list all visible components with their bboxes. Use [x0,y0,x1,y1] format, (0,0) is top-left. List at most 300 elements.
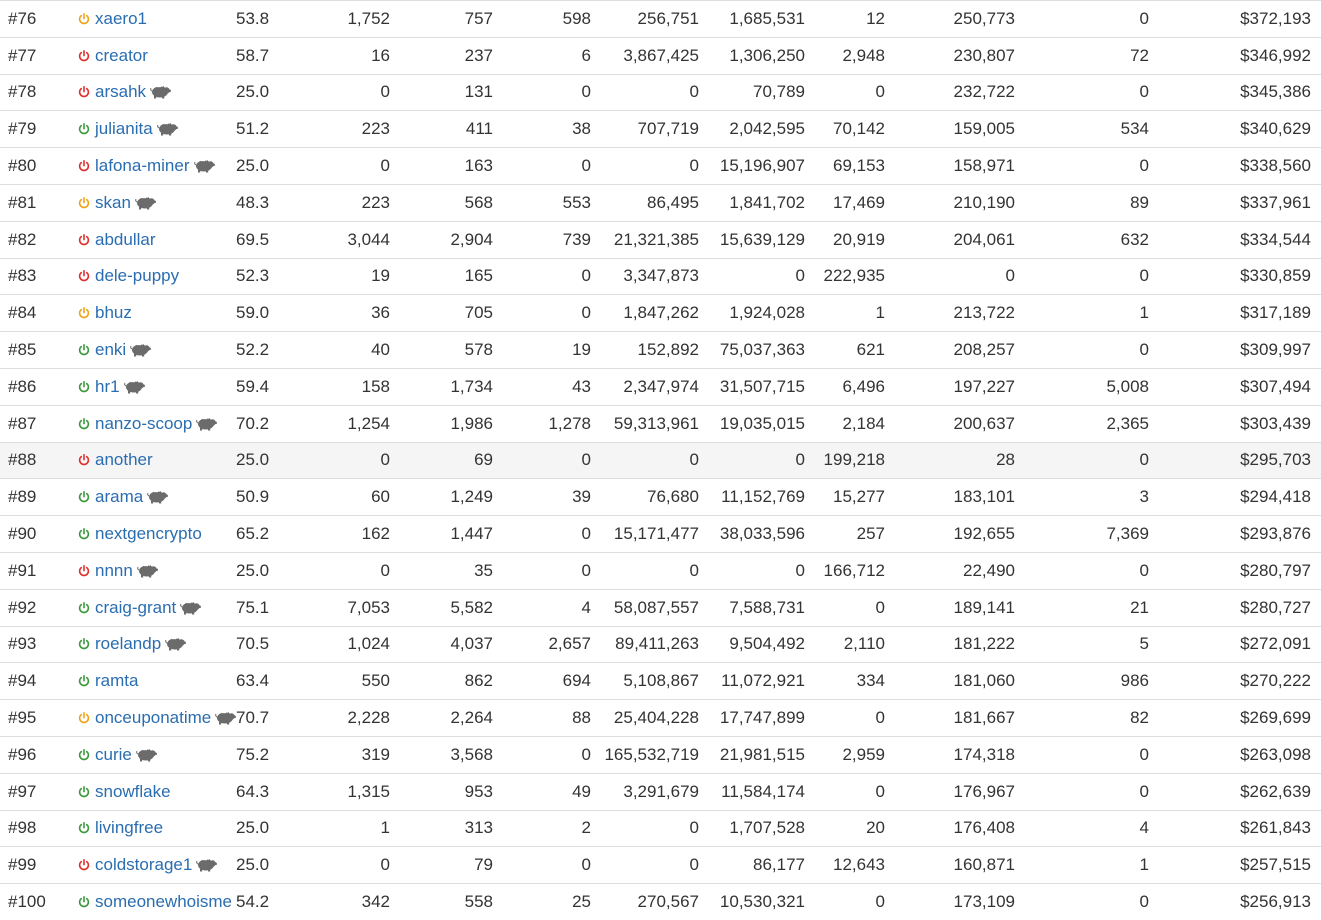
value-cell-c6: 0 [809,74,889,111]
value-cell-c7: 159,005 [889,111,1019,148]
username-link[interactable]: abdullar [95,230,156,249]
rank-cell: #82 [0,221,74,258]
table-row [0,184,1321,221]
value-cell-c5: 9,504,492 [703,626,809,663]
value-cell-c9: $263,098 [1153,736,1321,773]
value-cell-c9: $317,189 [1153,295,1321,332]
user-cell [74,221,232,258]
reputation-cell: 53.8 [232,1,288,38]
table-row [0,552,1321,589]
value-cell-c1: 2,228 [288,700,394,737]
value-cell-c6: 199,218 [809,442,889,479]
value-cell-c1: 3,044 [288,221,394,258]
value-cell-c5: 1,685,531 [703,1,809,38]
reputation-cell: 50.9 [232,479,288,516]
username-link[interactable]: enki [95,340,126,359]
value-cell-c6: 166,712 [809,552,889,589]
value-cell-c6: 12,643 [809,847,889,884]
username-link[interactable]: ramta [95,671,138,690]
value-cell-c1: 158 [288,368,394,405]
value-cell-c9: $346,992 [1153,37,1321,74]
value-cell-c3: 0 [497,258,595,295]
piggy-bank-icon [164,635,186,651]
value-cell-c7: 181,667 [889,700,1019,737]
piggy-bank-icon [195,415,217,431]
value-cell-c9: $262,639 [1153,773,1321,810]
value-cell-c5: 11,072,921 [703,663,809,700]
piggy-bank-icon [135,746,157,762]
value-cell-c4: 0 [595,810,703,847]
value-cell-c5: 11,584,174 [703,773,809,810]
value-cell-c8: 0 [1019,332,1153,369]
value-cell-c7: 189,141 [889,589,1019,626]
user-cell [74,847,232,884]
value-cell-c7: 230,807 [889,37,1019,74]
value-cell-c9: $280,797 [1153,552,1321,589]
value-cell-c3: 0 [497,148,595,185]
user-cell [74,1,232,38]
value-cell-c3: 19 [497,332,595,369]
value-cell-c3: 39 [497,479,595,516]
value-cell-c2: 705 [394,295,497,332]
piggy-bank-icon [195,856,217,872]
value-cell-c3: 4 [497,589,595,626]
value-cell-c8: 4 [1019,810,1153,847]
value-cell-c5: 0 [703,442,809,479]
rank-cell: #90 [0,516,74,553]
value-cell-c2: 757 [394,1,497,38]
value-cell-c8: 986 [1019,663,1153,700]
piggy-bank-icon [136,562,158,578]
value-cell-c4: 15,171,477 [595,516,703,553]
piggy-bank-icon [149,83,171,99]
value-cell-c4: 0 [595,74,703,111]
value-cell-c4: 0 [595,148,703,185]
value-cell-c6: 1 [809,295,889,332]
value-cell-c7: 250,773 [889,1,1019,38]
reputation-cell: 52.2 [232,332,288,369]
value-cell-c3: 0 [497,295,595,332]
value-cell-c1: 0 [288,442,394,479]
value-cell-c5: 7,588,731 [703,589,809,626]
value-cell-c6: 20 [809,810,889,847]
rank-cell: #84 [0,295,74,332]
user-cell [74,700,232,737]
reputation-cell: 69.5 [232,221,288,258]
value-cell-c1: 0 [288,148,394,185]
value-cell-c4: 256,751 [595,1,703,38]
reputation-cell: 25.0 [232,552,288,589]
table-row [0,405,1321,442]
user-cell [74,37,232,74]
username-link[interactable]: xaero1 [95,9,147,28]
username-link[interactable]: creator [95,46,148,65]
power-status-icon [78,712,90,724]
value-cell-c9: $256,913 [1153,884,1321,920]
value-cell-c7: 181,060 [889,663,1019,700]
user-cell [74,258,232,295]
username-link[interactable]: nanzo-scoop [95,414,192,433]
value-cell-c7: 208,257 [889,332,1019,369]
value-cell-c2: 237 [394,37,497,74]
username-link[interactable]: roelandp [95,634,161,653]
value-cell-c6: 2,110 [809,626,889,663]
value-cell-c3: 0 [497,736,595,773]
value-cell-c3: 0 [497,552,595,589]
table-row [0,74,1321,111]
table-row [0,37,1321,74]
value-cell-c9: $293,876 [1153,516,1321,553]
user-cell [74,184,232,221]
value-cell-c8: 5 [1019,626,1153,663]
user-cell [74,773,232,810]
value-cell-c3: 43 [497,368,595,405]
value-cell-c4: 25,404,228 [595,700,703,737]
value-cell-c1: 1,315 [288,773,394,810]
power-status-icon [78,344,90,356]
table-row [0,479,1321,516]
reputation-cell: 70.5 [232,626,288,663]
value-cell-c8: 89 [1019,184,1153,221]
value-cell-c7: 213,722 [889,295,1019,332]
rank-cell: #81 [0,184,74,221]
value-cell-c4: 270,567 [595,884,703,920]
piggy-bank-icon [193,157,215,173]
value-cell-c5: 38,033,596 [703,516,809,553]
value-cell-c6: 15,277 [809,479,889,516]
value-cell-c7: 204,061 [889,221,1019,258]
username-link[interactable]: arama [95,487,143,506]
rank-cell: #83 [0,258,74,295]
value-cell-c7: 0 [889,258,1019,295]
rank-cell: #98 [0,810,74,847]
value-cell-c5: 75,037,363 [703,332,809,369]
table-row [0,368,1321,405]
table-body [0,1,1321,920]
reputation-cell: 75.1 [232,589,288,626]
table-row [0,736,1321,773]
username-link[interactable]: nnnn [95,561,133,580]
piggy-bank-icon [214,709,236,725]
username-link[interactable]: someonewhoisme [95,892,232,911]
value-cell-c6: 257 [809,516,889,553]
username-link[interactable]: curie [95,745,132,764]
username-link[interactable]: coldstorage1 [95,855,192,874]
value-cell-c7: 176,408 [889,810,1019,847]
value-cell-c1: 0 [288,847,394,884]
value-cell-c8: 3 [1019,479,1153,516]
value-cell-c1: 36 [288,295,394,332]
value-cell-c1: 1,254 [288,405,394,442]
value-cell-c2: 35 [394,552,497,589]
value-cell-c1: 19 [288,258,394,295]
value-cell-c1: 1,752 [288,1,394,38]
reputation-cell: 25.0 [232,442,288,479]
power-status-icon [78,675,90,687]
value-cell-c1: 1,024 [288,626,394,663]
value-cell-c4: 0 [595,552,703,589]
value-cell-c6: 2,184 [809,405,889,442]
reputation-cell: 70.7 [232,700,288,737]
piggy-bank-icon [129,341,151,357]
value-cell-c2: 2,904 [394,221,497,258]
power-status-icon [78,307,90,319]
value-cell-c6: 0 [809,589,889,626]
reputation-cell: 25.0 [232,148,288,185]
value-cell-c5: 1,924,028 [703,295,809,332]
value-cell-c9: $372,193 [1153,1,1321,38]
username-link[interactable]: dele-puppy [95,266,179,285]
value-cell-c2: 1,986 [394,405,497,442]
user-cell [74,884,232,920]
user-cell [74,736,232,773]
value-cell-c8: 2,365 [1019,405,1153,442]
value-cell-c2: 411 [394,111,497,148]
value-cell-c1: 223 [288,111,394,148]
value-cell-c8: 0 [1019,442,1153,479]
value-cell-c5: 1,306,250 [703,37,809,74]
value-cell-c8: 1 [1019,847,1153,884]
value-cell-c1: 0 [288,74,394,111]
value-cell-c8: 0 [1019,736,1153,773]
value-cell-c9: $337,961 [1153,184,1321,221]
reputation-cell: 58.7 [232,37,288,74]
value-cell-c4: 3,291,679 [595,773,703,810]
value-cell-c2: 2,264 [394,700,497,737]
value-cell-c6: 334 [809,663,889,700]
username-link[interactable]: bhuz [95,303,132,322]
value-cell-c9: $270,222 [1153,663,1321,700]
username-link[interactable]: craig-grant [95,598,176,617]
value-cell-c1: 342 [288,884,394,920]
username-link[interactable]: arsahk [95,82,146,101]
table-row [0,589,1321,626]
value-cell-c2: 1,447 [394,516,497,553]
value-cell-c4: 86,495 [595,184,703,221]
value-cell-c2: 953 [394,773,497,810]
value-cell-c8: 0 [1019,1,1153,38]
user-cell [74,368,232,405]
value-cell-c4: 89,411,263 [595,626,703,663]
value-cell-c8: 5,008 [1019,368,1153,405]
value-cell-c1: 319 [288,736,394,773]
value-cell-c5: 0 [703,258,809,295]
value-cell-c2: 69 [394,442,497,479]
value-cell-c4: 0 [595,847,703,884]
value-cell-c4: 3,867,425 [595,37,703,74]
value-cell-c6: 70,142 [809,111,889,148]
value-cell-c2: 4,037 [394,626,497,663]
username-link[interactable]: nextgencrypto [95,524,202,543]
user-cell [74,442,232,479]
reputation-cell: 64.3 [232,773,288,810]
table-row [0,847,1321,884]
username-link[interactable]: julianita [95,119,153,138]
value-cell-c7: 210,190 [889,184,1019,221]
rank-cell: #89 [0,479,74,516]
value-cell-c4: 165,532,719 [595,736,703,773]
user-cell [74,810,232,847]
user-cell [74,295,232,332]
value-cell-c7: 22,490 [889,552,1019,589]
table-row [0,773,1321,810]
value-cell-c9: $309,997 [1153,332,1321,369]
value-cell-c9: $280,727 [1153,589,1321,626]
power-status-icon [78,859,90,871]
value-cell-c1: 7,053 [288,589,394,626]
value-cell-c2: 578 [394,332,497,369]
user-cell [74,626,232,663]
rank-cell: #92 [0,589,74,626]
value-cell-c6: 20,919 [809,221,889,258]
value-cell-c2: 165 [394,258,497,295]
value-cell-c2: 862 [394,663,497,700]
value-cell-c1: 40 [288,332,394,369]
value-cell-c8: 21 [1019,589,1153,626]
value-cell-c8: 0 [1019,552,1153,589]
value-cell-c9: $338,560 [1153,148,1321,185]
rank-cell: #94 [0,663,74,700]
value-cell-c7: 181,222 [889,626,1019,663]
rank-cell: #99 [0,847,74,884]
value-cell-c5: 70,789 [703,74,809,111]
user-cell [74,479,232,516]
value-cell-c5: 15,196,907 [703,148,809,185]
piggy-bank-icon [179,599,201,615]
value-cell-c9: $261,843 [1153,810,1321,847]
power-status-icon [78,123,90,135]
power-status-icon [78,454,90,466]
rank-cell: #86 [0,368,74,405]
value-cell-c5: 15,639,129 [703,221,809,258]
value-cell-c3: 0 [497,442,595,479]
username-link[interactable]: another [95,450,153,469]
value-cell-c4: 1,847,262 [595,295,703,332]
table-row [0,1,1321,38]
value-cell-c2: 1,734 [394,368,497,405]
value-cell-c5: 19,035,015 [703,405,809,442]
rank-cell: #76 [0,1,74,38]
username-link[interactable]: lafona-miner [95,156,190,175]
value-cell-c2: 5,582 [394,589,497,626]
value-cell-c8: 7,369 [1019,516,1153,553]
power-status-icon [78,418,90,430]
username-link[interactable]: snowflake [95,782,171,801]
power-status-icon [78,528,90,540]
value-cell-c8: 0 [1019,74,1153,111]
value-cell-c4: 58,087,557 [595,589,703,626]
value-cell-c6: 2,948 [809,37,889,74]
table-row [0,663,1321,700]
power-status-icon [78,197,90,209]
username-link[interactable]: skan [95,193,131,212]
power-status-icon [78,50,90,62]
value-cell-c8: 72 [1019,37,1153,74]
value-cell-c5: 21,981,515 [703,736,809,773]
rank-cell: #77 [0,37,74,74]
username-link[interactable]: livingfree [95,818,163,837]
value-cell-c6: 0 [809,700,889,737]
value-cell-c7: 232,722 [889,74,1019,111]
value-cell-c3: 49 [497,773,595,810]
table-row [0,148,1321,185]
table-row [0,516,1321,553]
value-cell-c5: 0 [703,552,809,589]
table-row [0,810,1321,847]
reputation-cell: 25.0 [232,74,288,111]
power-status-icon [78,822,90,834]
username-link[interactable]: onceuponatime [95,708,211,727]
user-cell [74,663,232,700]
piggy-bank-icon [156,120,178,136]
reputation-cell: 59.0 [232,295,288,332]
user-cell [74,516,232,553]
value-cell-c3: 0 [497,516,595,553]
power-status-icon [78,749,90,761]
value-cell-c8: 534 [1019,111,1153,148]
value-cell-c9: $272,091 [1153,626,1321,663]
value-cell-c3: 38 [497,111,595,148]
power-status-icon [78,160,90,172]
user-cell [74,332,232,369]
table-row [0,442,1321,479]
power-status-icon [78,270,90,282]
value-cell-c2: 79 [394,847,497,884]
value-cell-c9: $257,515 [1153,847,1321,884]
value-cell-c2: 1,249 [394,479,497,516]
value-cell-c6: 12 [809,1,889,38]
rank-cell: #79 [0,111,74,148]
value-cell-c7: 28 [889,442,1019,479]
value-cell-c6: 6,496 [809,368,889,405]
value-cell-c8: 632 [1019,221,1153,258]
value-cell-c5: 17,747,899 [703,700,809,737]
value-cell-c2: 3,568 [394,736,497,773]
value-cell-c3: 6 [497,37,595,74]
value-cell-c4: 59,313,961 [595,405,703,442]
value-cell-c9: $269,699 [1153,700,1321,737]
value-cell-c4: 76,680 [595,479,703,516]
user-cell [74,148,232,185]
value-cell-c3: 739 [497,221,595,258]
power-status-icon [78,381,90,393]
value-cell-c2: 568 [394,184,497,221]
value-cell-c8: 0 [1019,884,1153,920]
power-status-icon [78,491,90,503]
reputation-cell: 54.2 [232,884,288,920]
value-cell-c7: 174,318 [889,736,1019,773]
reputation-cell: 65.2 [232,516,288,553]
value-cell-c3: 0 [497,847,595,884]
value-cell-c7: 197,227 [889,368,1019,405]
username-link[interactable]: hr1 [95,377,120,396]
user-cell [74,405,232,442]
value-cell-c5: 31,507,715 [703,368,809,405]
value-cell-c2: 163 [394,148,497,185]
rank-cell: #87 [0,405,74,442]
rank-cell: #97 [0,773,74,810]
value-cell-c8: 82 [1019,700,1153,737]
user-cell [74,74,232,111]
rank-cell: #91 [0,552,74,589]
value-cell-c4: 707,719 [595,111,703,148]
value-cell-c1: 60 [288,479,394,516]
value-cell-c4: 0 [595,442,703,479]
value-cell-c5: 86,177 [703,847,809,884]
power-status-icon [78,602,90,614]
value-cell-c7: 200,637 [889,405,1019,442]
value-cell-c4: 2,347,974 [595,368,703,405]
